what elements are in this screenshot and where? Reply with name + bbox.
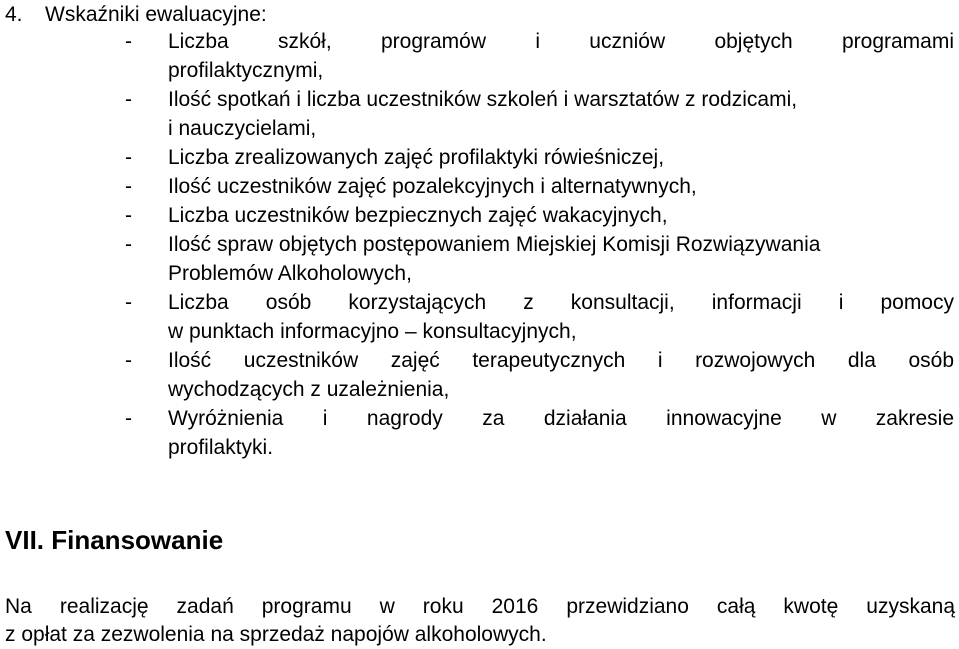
list-item-line: Problemów Alkoholowych,	[168, 262, 412, 285]
list-item-line: i nauczycielami,	[168, 117, 317, 140]
list-item-line: Ilość spraw objętych postępowaniem Miejskiej Komisji Rozwiązywania	[168, 233, 821, 256]
bullet-marker: -	[125, 204, 132, 227]
bullet-marker: -	[125, 30, 132, 53]
list-item-line: Liczba osób korzystających z konsultacji, informacji i pomocy	[168, 291, 954, 314]
section-4-title: Wskaźniki ewaluacyjne:	[45, 3, 267, 26]
financing-paragraph-line: z opłat za zezwolenia na sprzedaż napojów alkoholowych.	[5, 623, 547, 646]
list-item-line: profilaktycznymi,	[168, 59, 324, 82]
bullet-marker: -	[125, 146, 132, 169]
bullet-marker: -	[125, 233, 132, 256]
list-item-line: wychodzących z uzależnienia,	[168, 378, 450, 401]
list-item-line: Ilość spotkań i liczba uczestników szkoleń i warsztatów z rodzicami,	[168, 88, 798, 111]
list-item-line: Liczba zrealizowanych zajęć profilaktyki rówieśniczej,	[168, 146, 665, 169]
bullet-marker: -	[125, 349, 132, 372]
list-item-line: Liczba szkół, programów i uczniów objętych programami	[168, 30, 954, 53]
bullet-marker: -	[125, 407, 132, 430]
bullet-marker: -	[125, 88, 132, 111]
list-item-line: Liczba uczestników bezpiecznych zajęć wakacyjnych,	[168, 204, 668, 227]
list-item-line: Wyróżnienia i nagrody za działania innowacyjne w zakresie	[168, 407, 954, 430]
bullet-marker: -	[125, 291, 132, 314]
list-item-line: w punktach informacyjno – konsultacyjnych,	[168, 320, 577, 343]
financing-paragraph-line: Na realizację zadań programu w roku 2016 przewidziano całą kwotę uzyskaną	[5, 595, 955, 618]
list-item-line: profilaktyki.	[168, 436, 274, 459]
bullet-marker: -	[125, 175, 132, 198]
list-item-line: Ilość uczestników zajęć pozalekcyjnych i alternatywnych,	[168, 175, 697, 198]
list-item-line: Ilość uczestników zajęć terapeutycznych i rozwojowych dla osób	[168, 349, 954, 372]
section-7-heading: VII. Finansowanie	[5, 525, 224, 555]
section-4-number: 4.	[5, 3, 23, 26]
